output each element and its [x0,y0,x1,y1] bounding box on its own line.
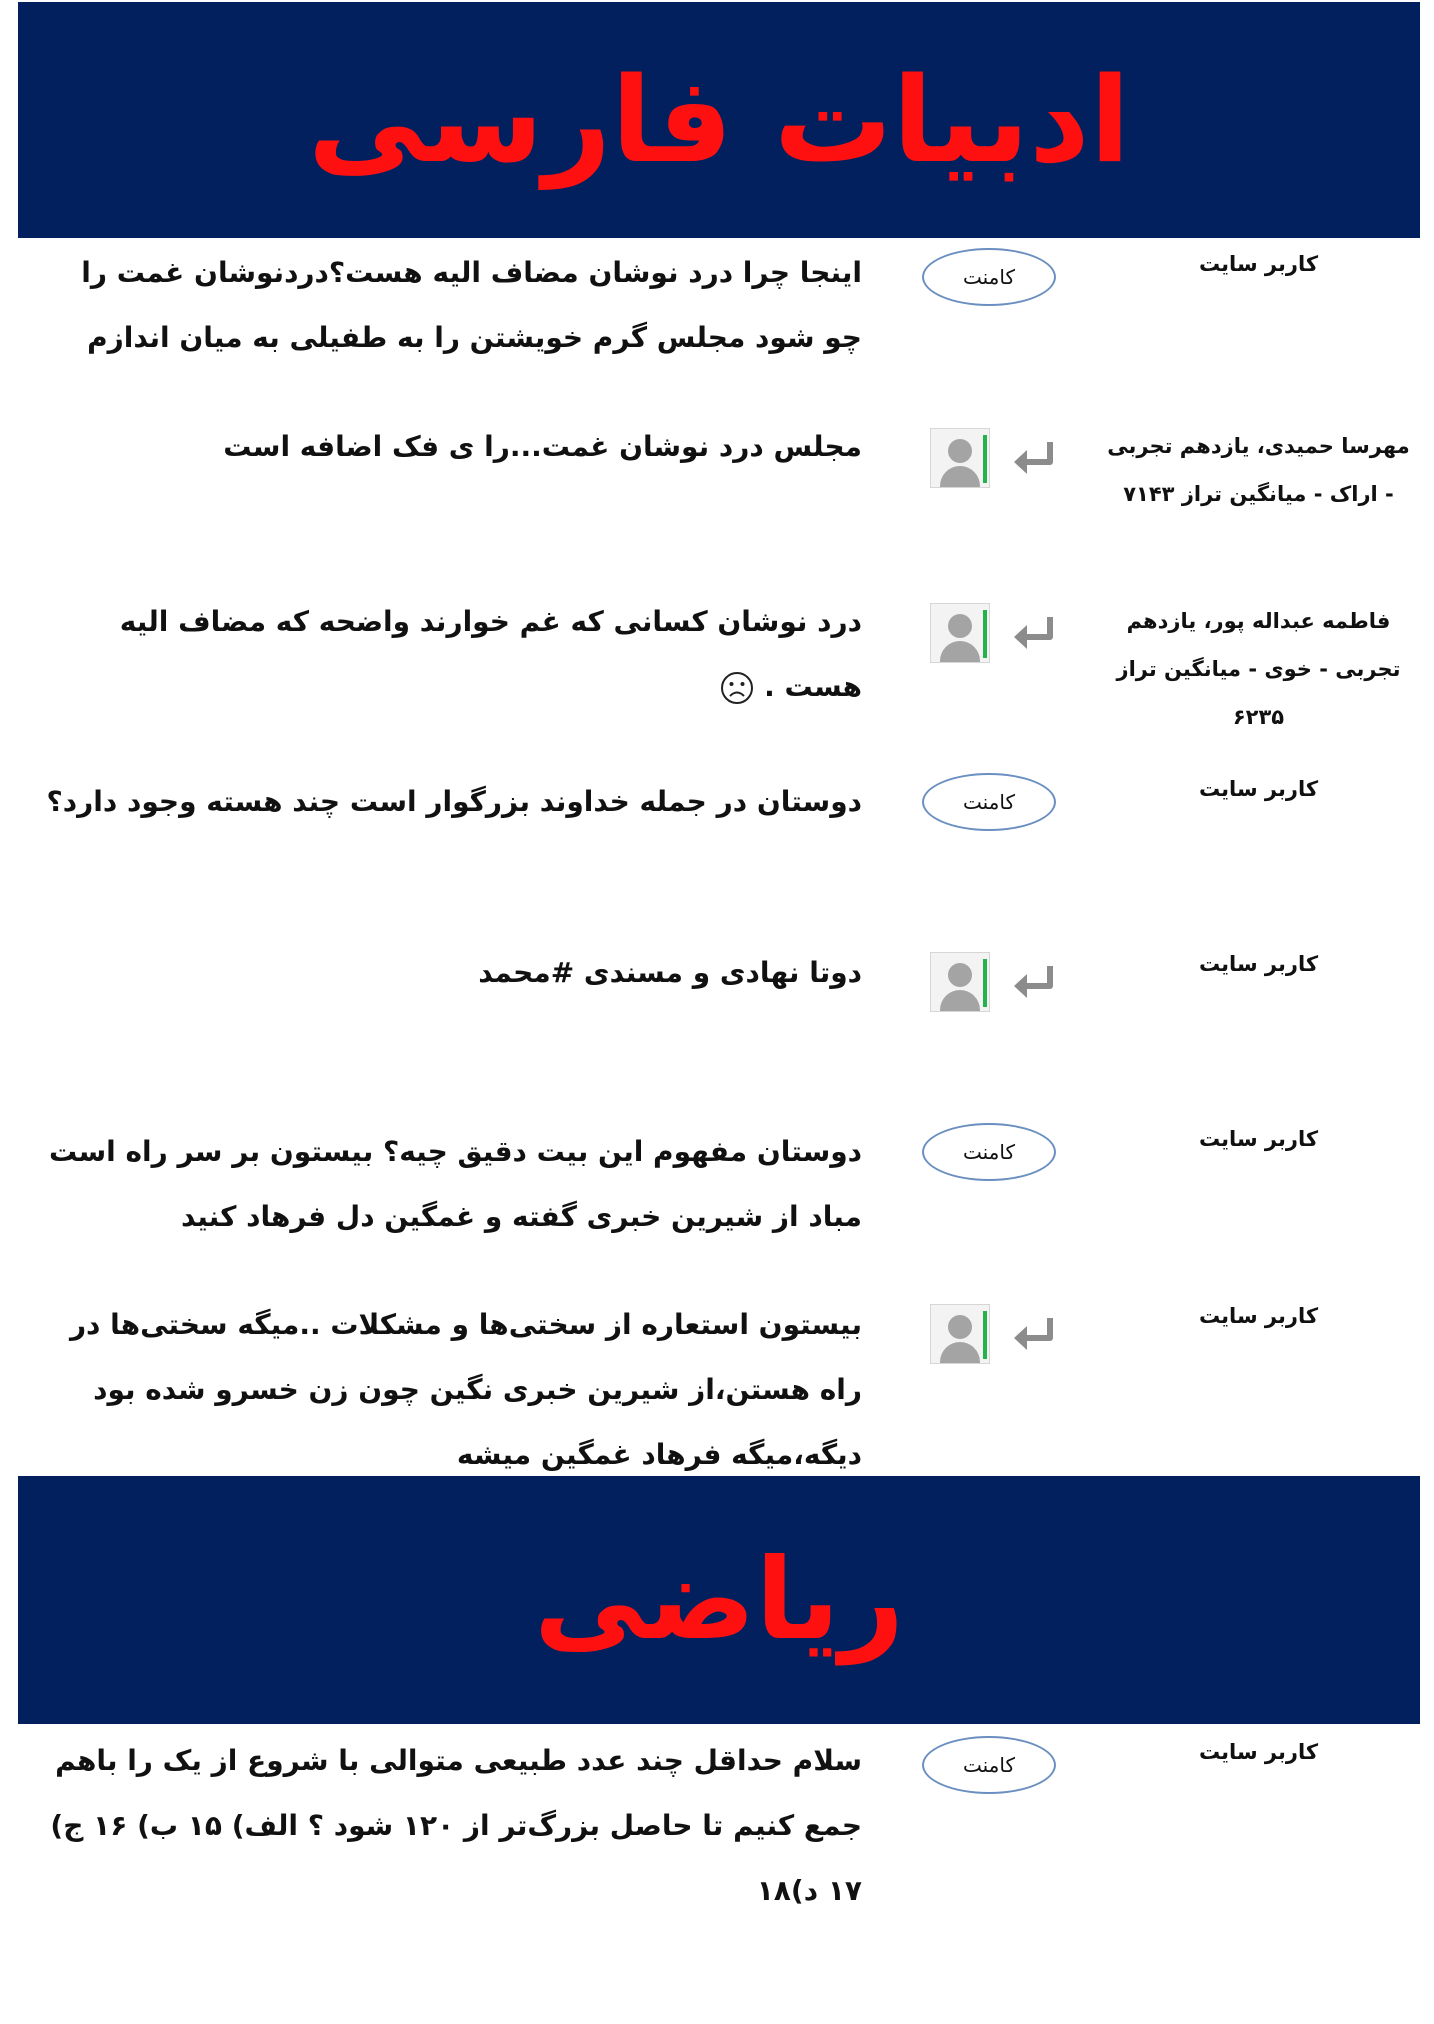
author-label: کاربر سایت [1198,1127,1319,1151]
reply-row [0,410,1434,550]
comment-row [0,1115,1434,1255]
section-title: ادبیات فارسی [307,51,1131,189]
avatar [930,1304,990,1364]
comment-text: دوستان در جمله خداوند بزرگوار است چند هسته وجود دارد؟ [46,785,862,818]
sad-face-icon [720,671,754,705]
author-label: کاربر سایت [1198,952,1319,976]
comment-text [42,589,862,719]
author-label: کاربر سایت [1198,252,1319,276]
comment-body: درد نوشان کسانی که غم خوارند واضحه که مضاف الیه هست . [119,605,862,703]
author-label: کاربر سایت [1198,777,1319,801]
comment-text: دوتا نهادی و مسندی #محمد [478,956,862,989]
reply-marker [930,603,1060,663]
reply-arrow-icon [1012,962,1056,1002]
section-banner-literature [18,2,1420,238]
avatar [930,952,990,1012]
comment-badge[interactable]: کامنت [922,248,1056,306]
comment-row [0,240,1434,390]
reply-marker [930,428,1060,488]
comment-badge[interactable]: کامنت [922,773,1056,831]
author-label: کاربر سایت [1198,1304,1319,1328]
comment-text: سلام حداقل چند عدد طبیعی متوالی با شروع از یک را باهم جمع کنیم تا حاصل بزرگ‌تر از ۱۲۰ شود ؟ الف) ۱۵ ب) ۱۶ ج) ۱۷ د)۱۸ [50,1744,862,1907]
reply-row [0,585,1434,729]
section-banner-math [18,1476,1420,1724]
avatar [930,428,990,488]
author-label: فاطمه عبداله پور، یازدهم تجربی - خوی - میانگین تراز ۶۲۳۵ [1116,609,1401,729]
comment-text: اینجا چرا درد نوشان مضاف الیه هست؟دردنوشان غمت را چو شود مجلس گرم خویشتن را به طفیلی به میان اندازم [81,256,862,354]
comment-badge[interactable]: کامنت [922,1736,1056,1794]
author-label: مهرسا حمیدی، یازدهم تجربی - اراک - میانگین تراز ۷۱۴۳ [1107,434,1410,506]
section-title: ریاضی [533,1535,905,1665]
reply-row [0,940,1434,1060]
reply-arrow-icon [1012,1314,1056,1354]
comment-text: مجلس درد نوشان غمت...را ی فک اضافه است [223,430,862,463]
reply-row [0,1292,1434,1487]
comment-row [0,1728,1434,1928]
avatar [930,603,990,663]
reply-arrow-icon [1012,438,1056,478]
comment-text: دوستان مفهوم این بیت دقیق چیه؟ بیستون بر سر راه است مباد از شیرین خبری گفته و غمگین دل فرهاد کنید [49,1135,862,1233]
comment-text: بیستون استعاره از سختی‌ها و مشکلات ..میگه سختی‌ها در راه هستن،از شیرین خبری نگین چون زن خسرو شده بود دیگه،میگه فرهاد غمگین میشه [69,1308,862,1471]
reply-marker [930,1304,1060,1364]
comment-badge[interactable]: کامنت [922,1123,1056,1181]
reply-marker [930,952,1060,1012]
comment-row [0,765,1434,885]
reply-arrow-icon [1012,613,1056,653]
author-label: کاربر سایت [1198,1740,1319,1764]
